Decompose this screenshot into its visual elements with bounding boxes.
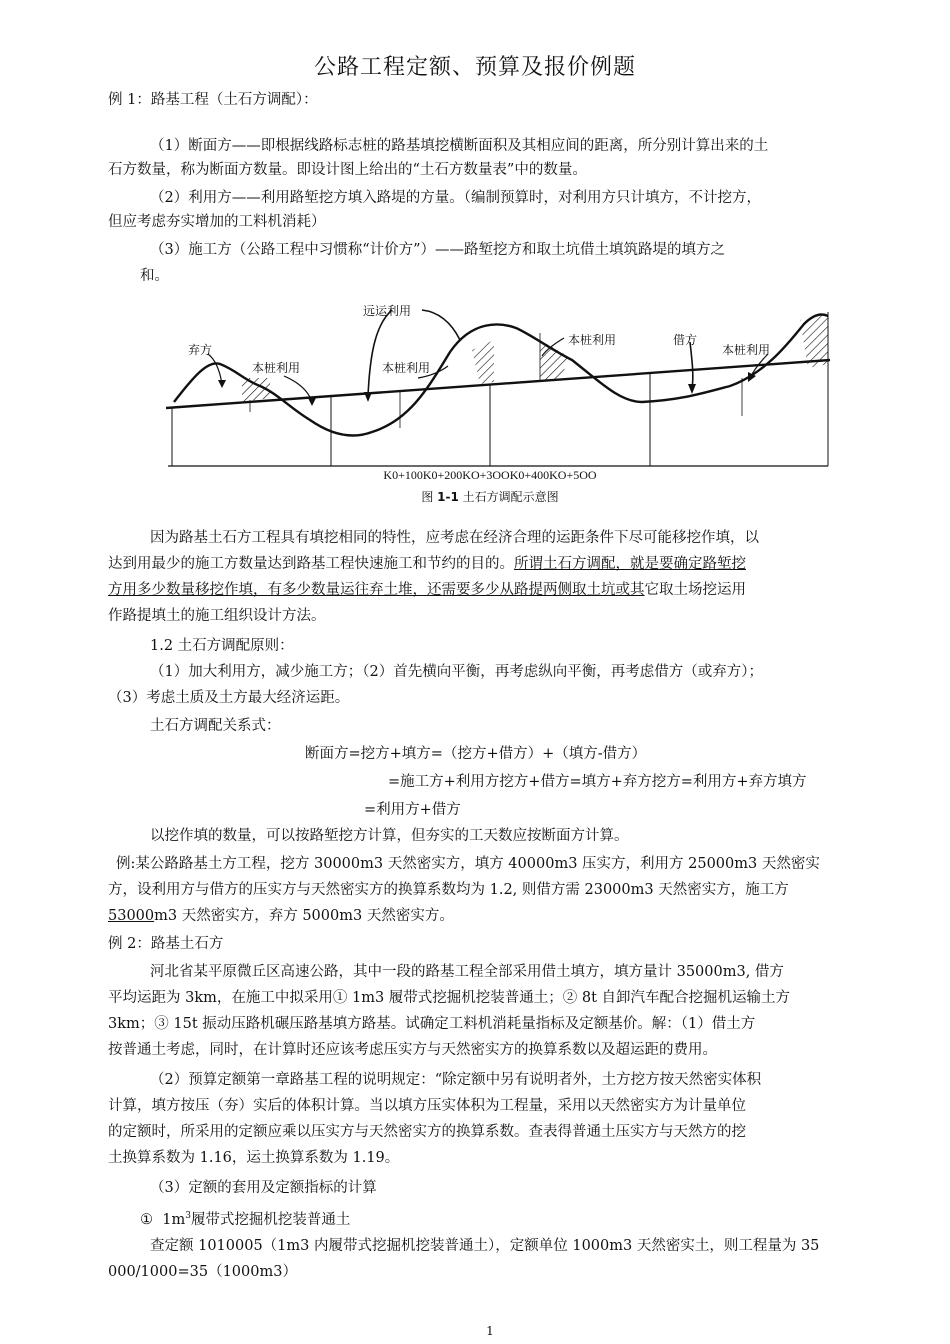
example-line3: 53000m3 天然密实方，弃方 5000m3 天然密实方。 [108,908,454,924]
paragraph-section-a-line1: （1）断面方——即根据线路标志桩的路基填挖横断面积及其相应间的距离，所分别计算出来的土 [150,138,769,154]
label-local-use-1: 本桩利用 [252,361,301,375]
paragraph-balance-line1: 因为路基土石方工程具有填挖相同的特性，应考虑在经济合理的运距条件下尽可能移挖作填，以 [150,530,759,546]
example-2-line1: 河北省某平原微丘区高速公路，其中一段的路基工程全部采用借土填方，填方量计 35000m3, 借方 [150,964,784,980]
example-line1: 例:某公路路基土方工程，挖方 30000m3 天然密实方，填方 40000m3 压实方，利用方 25000m3 天然密实 [116,856,820,872]
figure-axis-stations: K0+100K0+200KO+3OOK0+400KO+5OO [383,468,597,482]
figure-caption-number: 1-1 [437,490,459,504]
example-line2: 方，设利用方与借方的压实方与天然密实方的换算系数均为 1.2, 则借方需 23000m3 天然密实方，施工方 [108,882,789,898]
paragraph-construction-line1: （3）施工方（公路工程中习惯称“计价方”）——路堑挖方和取土坑借土填筑路堤的填方之 [150,242,726,258]
hatch-area [472,340,494,384]
quota-rule-line2: 计算，填方按压（夯）实后的体积计算。当以填方压实体积为工程量，采用以天然密实方为计量单位 [108,1098,746,1114]
relation-heading: 土石方调配关系式： [150,718,281,734]
quota-lookup-line2: 000/1000=35（1000m3） [108,1264,297,1280]
equation-line1: 断面方=挖方+填方=（挖方+借方）+（填方-借方） [305,746,647,762]
example-2-line4: 按普通土考虑，同时，在计算时还应该考虑压实方与天然密实方的换算系数以及超运距的费用。 [108,1042,717,1058]
paragraph-utilized-line2: 但应考虑夯实增加的工料机消耗） [108,214,326,230]
hatch-area [540,340,568,381]
quota-application-heading: （3）定额的套用及定额指标的计算 [150,1180,377,1196]
page-number: 1 [486,1324,494,1338]
paragraph-balance-line3: 方用多少数量移挖作填，有多少数量运往弃土堆，还需要多少从路提两侧取土坑或其它取土场挖运用 [108,582,746,598]
paragraph-section-a-line2: 石方数量，称为断面方数量。即设计图上给出的“土石方数量表”中的数量。 [108,162,587,178]
example-2-line2: 平均运距为 3km，在施工中拟采用① 1m3 履带式挖掘机挖装普通土；② 8t 自卸汽车配合挖掘机运输土方 [108,990,791,1006]
example-1-heading: 例 1：路基工程（土石方调配）： [108,92,318,108]
example-2-line3: 3km；③ 15t 振动压路机碾压路基填方路基。试确定工料机消耗量指标及定额基价。解：（1）借土方 [108,1016,756,1032]
document-title: 公路工程定额、预算及报价例题 [313,55,636,80]
label-waste: 弃方 [188,343,213,357]
example-2-heading: 例 2：路基土石方 [108,936,224,952]
principles-line2: （3）考虑土质及土方最大经济运距。 [108,690,350,706]
paragraph-compaction-note: 以挖作填的数量，可以按路堑挖方计算，但夯实的工天数应按断面方计算。 [150,828,629,844]
quota-rule-line3: 的定额时，所采用的定额应乘以压实方与天然密实方的换算系数。查表得普通土压实方与天然方的挖 [108,1124,746,1140]
label-long-haul: 远运利用 [363,304,412,318]
ground-profile [174,314,828,435]
quota-lookup-line1: 查定额 1010005（1m3 内履带式挖掘机挖装普通土），定额单位 1000m3 天然密实土，则工程量为 35 [150,1238,820,1254]
quota-rule-line1: （2）预算定额第一章路基工程的说明规定：“除定额中另有说明者外，土方挖方按天然密实体积 [150,1072,762,1088]
figure-caption-text: 土石方调配示意图 [462,490,559,504]
paragraph-utilized-line1: （2）利用方——利用路堑挖方填入路堤的方量。（编制预算时，对利用方只计填方，不计挖方， [150,190,761,206]
label-borrow: 借方 [673,333,698,347]
figure-caption [0,488,950,505]
paragraph-balance-line4: 作路提填土的施工组织设计方法。 [108,608,326,624]
equation-line2: =施工方+利用方挖方+借方=填方+弃方挖方=利用方+弃方填方 [388,774,807,790]
quota-rule-line4: 土换算系数为 1.16，运土换算系数为 1.19。 [108,1150,400,1166]
label-local-use-3: 本桩利用 [568,333,617,347]
paragraph-balance-line2: 达到用最少的施工方数量达到路基工程快速施工和节约的目的。所谓土石方调配，就是要确定路堑挖 [108,556,746,572]
label-local-use-2: 本桩利用 [382,361,431,375]
principles-line1: （1）加大利用方，减少施工方；（2）首先横向平衡，再考虑纵向平衡，再考虑借方（或弃方）； [150,664,763,680]
figure-caption-prefix: 图 [421,490,434,504]
section-heading-principles: 1.2 土石方调配原则： [150,638,294,654]
paragraph-construction-line2: 和。 [140,268,169,284]
equation-line3: =利用方+借方 [364,802,461,818]
label-local-use-4: 本桩利用 [722,343,771,357]
earthwork-diagram [160,298,840,468]
item-excavator-heading: ① $1m^3$履带式挖掘机挖装普通土 [140,1211,351,1228]
